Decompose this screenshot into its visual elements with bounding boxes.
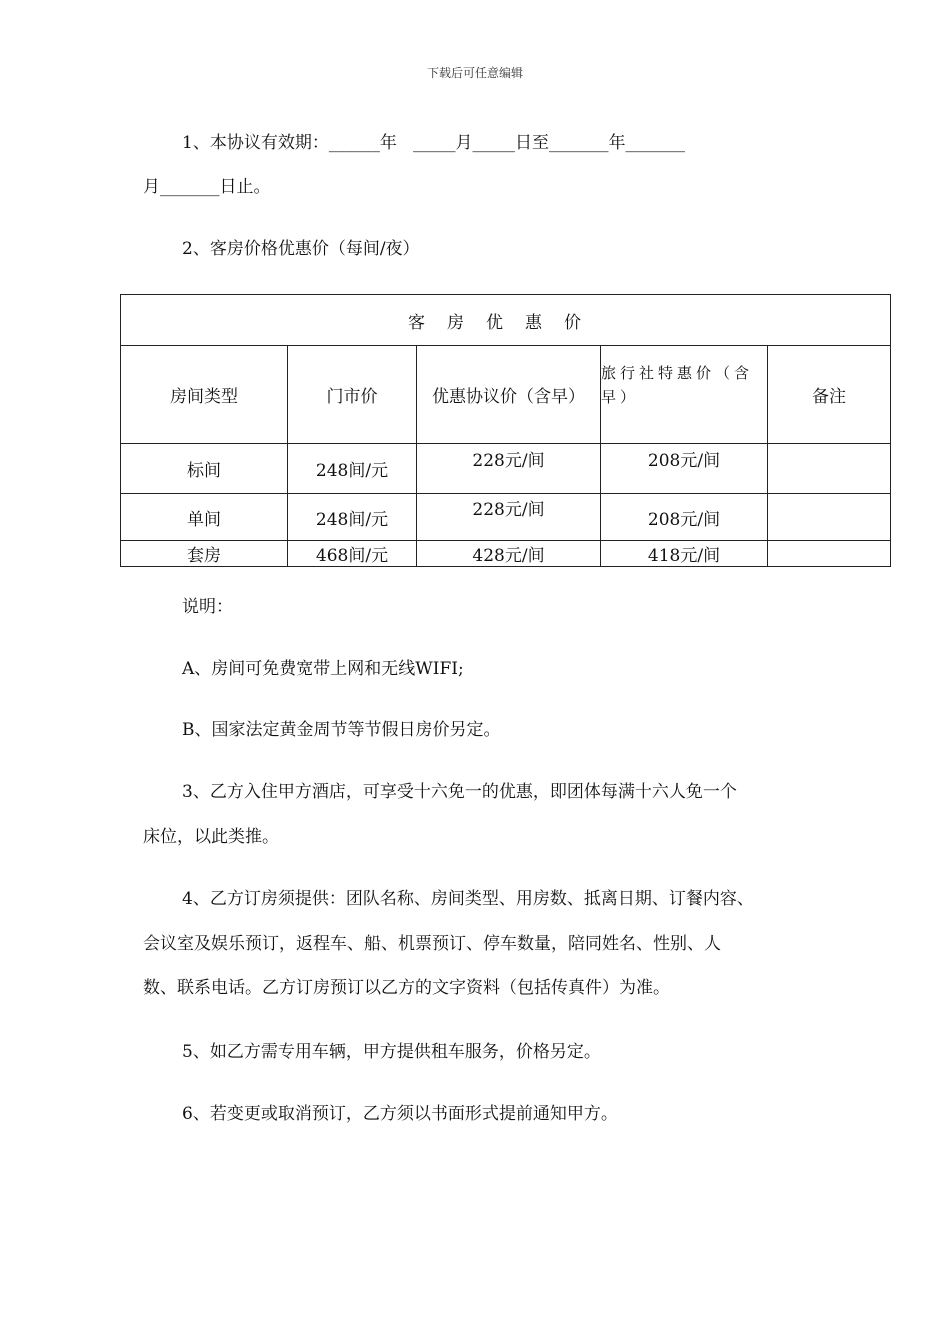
validity-clause-line2: 月_______日止。 xyxy=(143,177,271,197)
header-remarks: 备注 xyxy=(768,346,891,444)
cell-rack-rate: 248间/元 xyxy=(288,444,417,494)
room-price-heading: 2、客房价格优惠价（每间/夜） xyxy=(182,239,420,259)
cell-rack-rate: 248间/元 xyxy=(288,494,417,541)
page-header: 下载后可任意编辑 xyxy=(426,66,523,80)
cell-agreement-rate: 428元/间 xyxy=(417,541,601,567)
cell-room-type: 标间 xyxy=(121,444,288,494)
clause-4-line3: 数、联系电话。乙方订房预订以乙方的文字资料（包括传真件）为准。 xyxy=(143,978,670,998)
clause-4-line2: 会议室及娱乐预订，返程车、船、机票预订、停车数量，陪同姓名、性别、人 xyxy=(143,934,721,954)
cell-rack-rate: 468间/元 xyxy=(288,541,417,567)
cell-agency-rate: 418元/间 xyxy=(601,541,768,567)
cell-agreement-rate: 228元/间 xyxy=(417,444,601,494)
clause-6: 6、若变更或取消预订，乙方须以书面形式提前通知甲方。 xyxy=(182,1104,618,1124)
cell-remarks xyxy=(768,494,891,541)
header-agreement-rate: 优惠协议价（含早） xyxy=(417,346,601,444)
note-a: A、房间可免费宽带上网和无线WIFI; xyxy=(182,659,464,679)
clause-4-line1: 4、乙方订房须提供：团队名称、房间类型、用房数、抵离日期、订餐内容、 xyxy=(182,889,754,909)
clause-3-line2: 床位，以此类推。 xyxy=(143,827,279,847)
cell-room-type: 单间 xyxy=(121,494,288,541)
table-row xyxy=(121,444,891,494)
clause-5: 5、如乙方需专用车辆，甲方提供租车服务，价格另定。 xyxy=(182,1042,601,1062)
table-row xyxy=(121,541,891,567)
cell-remarks xyxy=(768,541,891,567)
clause-3-line1: 3、乙方入住甲方酒店，可享受十六免一的优惠，即团体每满十六人免一个 xyxy=(182,782,737,802)
cell-remarks xyxy=(768,444,891,494)
cell-agency-rate: 208元/间 xyxy=(601,444,768,494)
header-agency-rate: 旅行社特惠价（含早） xyxy=(601,346,768,444)
header-room-type: 房间类型 xyxy=(121,346,288,444)
table-title: 客房优惠价 xyxy=(121,295,891,346)
table-row xyxy=(121,494,891,541)
header-rack-rate: 门市价 xyxy=(288,346,417,444)
room-price-table xyxy=(120,294,891,567)
cell-agreement-rate: 228元/间 xyxy=(417,494,601,541)
cell-agency-rate: 208元/间 xyxy=(601,494,768,541)
cell-room-type: 套房 xyxy=(121,541,288,567)
notes-title: 说明： xyxy=(182,597,233,617)
validity-clause-line1: 1、本协议有效期：______年 _____月_____日至_______年_______ xyxy=(182,133,686,153)
note-b: B、国家法定黄金周节等节假日房价另定。 xyxy=(182,720,501,740)
